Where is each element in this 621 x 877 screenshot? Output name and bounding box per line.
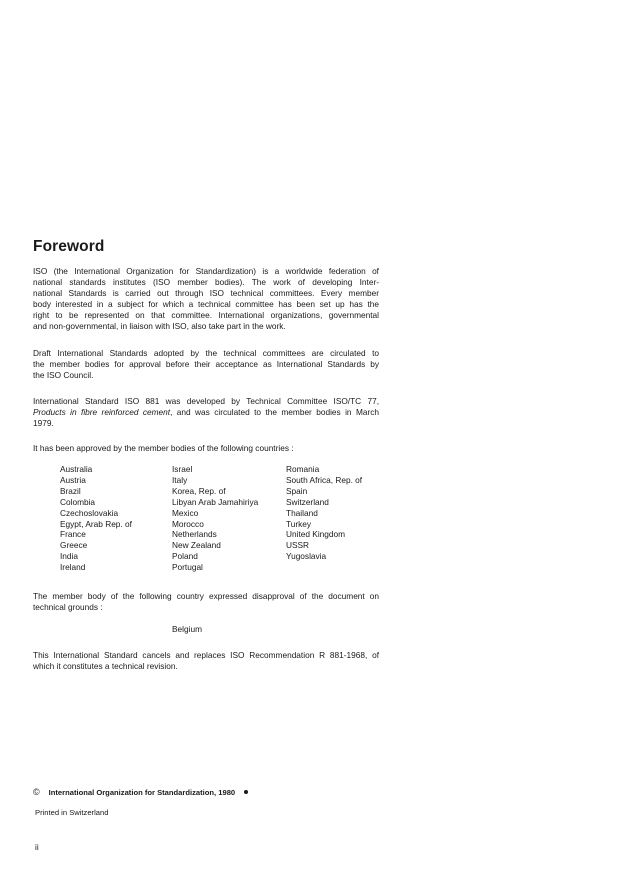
cancels-paragraph (33, 650, 379, 672)
country-item: Korea, Rep. of (172, 485, 226, 496)
country-item: Poland (172, 551, 198, 562)
country-item: Ireland (60, 562, 86, 573)
country-item: Greece (60, 540, 88, 551)
printed-in: Printed in Switzerland (35, 808, 109, 817)
country-item: New Zealand (172, 540, 221, 551)
copyright-icon: © (33, 787, 40, 797)
intro-line: ISO (the International Organization for Standardization) is a worldwide federation of (33, 266, 379, 276)
intro-line: right to be represented on that committee. International organizations, governmental (33, 309, 379, 320)
country-item: France (60, 529, 86, 540)
country-item: United Kingdom (286, 529, 346, 540)
country-item: Thailand (286, 507, 318, 518)
page-title: Foreword (33, 238, 105, 255)
copyright-text: International Organization for Standardization, 1980 (48, 788, 236, 797)
country-item: Australia (60, 464, 93, 474)
committee-title: Products in fibre reinforced cement (33, 406, 171, 417)
country-item: Brazil (60, 485, 81, 496)
intro-line: national Standards is carried out through ISO technical committees. Every member (33, 287, 379, 298)
draft-paragraph (33, 348, 379, 381)
intro-paragraph (33, 266, 379, 331)
country-item: South Africa, Rep. of (286, 474, 363, 485)
approved-paragraph (33, 443, 379, 454)
country-item: Italy (172, 474, 188, 485)
development-line-rest: , and was circulated to the member bodies in March (170, 406, 379, 417)
development-line: 1979. (33, 417, 54, 428)
country-item: Romania (286, 464, 320, 474)
development-line: International Standard ISO 881 was developed by Technical Committee ISO/TC 77, (33, 396, 379, 406)
intro-line: national standards institutes (ISO member bodies). The work of developing Inter- (33, 276, 379, 287)
approved-line: It has been approved by the member bodies of the following countries : (33, 443, 294, 453)
bullet-dot-icon (244, 790, 248, 794)
country-item: Turkey (286, 518, 312, 529)
country-item: Switzerland (286, 496, 329, 507)
country-column-2 (172, 464, 258, 573)
country-item: Morocco (172, 518, 204, 529)
country-item: Portugal (172, 562, 203, 573)
country-item: Libyan Arab Jamahiriya (172, 496, 259, 507)
page-number: ii (35, 842, 39, 852)
intro-line: body interested in a subject for which a technical committee has been set up has the (33, 298, 379, 309)
country-item: Mexico (172, 507, 199, 518)
country-item: Yugoslavia (286, 551, 327, 562)
country-item: Netherlands (172, 529, 217, 540)
country-item: Austria (60, 474, 86, 485)
cancels-line: This International Standard cancels and replaces ISO Recommendation R 881-1968, of (33, 650, 379, 660)
country-item: Czechoslovakia (60, 507, 119, 518)
country-item: India (60, 551, 78, 562)
country-column-3 (286, 464, 362, 562)
draft-line: the ISO Council. (33, 369, 94, 380)
disapproval-line: technical grounds : (33, 601, 103, 612)
country-item: USSR (286, 540, 310, 551)
disapproval-paragraph (33, 591, 379, 613)
disapproving-country: Belgium (172, 624, 202, 634)
country-item: Spain (286, 485, 308, 496)
country-item: Colombia (60, 496, 96, 507)
intro-line: and non-governmental, in liaison with ISO, also take part in the work. (33, 320, 286, 331)
copyright-notice (33, 787, 248, 797)
disapproval-line: The member body of the following country expressed disapproval of the document on (33, 591, 379, 601)
country-item: Israel (172, 464, 193, 474)
country-item: Egypt, Arab Rep. of (60, 518, 132, 529)
country-column-1 (60, 464, 132, 573)
draft-line: the member bodies for approval before their acceptance as International Standards by (33, 358, 379, 369)
cancels-line: which it constitutes a technical revision. (33, 660, 178, 671)
development-line (33, 407, 379, 418)
development-paragraph (33, 396, 379, 429)
draft-line: Draft International Standards adopted by the technical committees are circulated to (33, 348, 379, 358)
